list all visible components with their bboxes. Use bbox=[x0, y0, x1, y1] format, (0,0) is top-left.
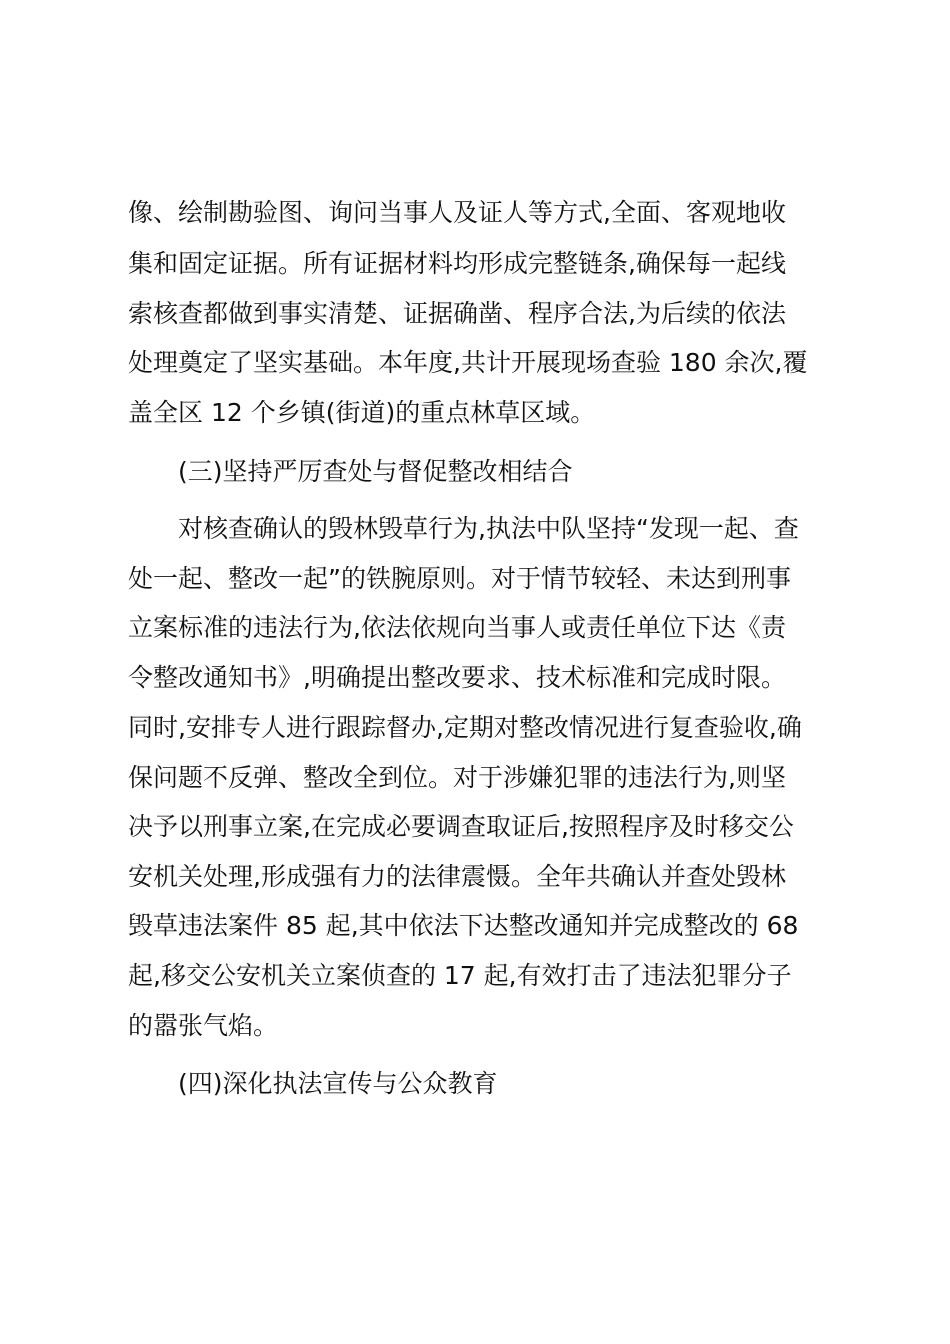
text-line: 起,移交公安机关立案侦查的 17 起,有效打击了违法犯罪分子 bbox=[128, 961, 792, 990]
text-line: 保问题不反弹、整改全到位。对于涉嫌犯罪的违法行为,则坚 bbox=[128, 763, 786, 792]
text-line: 集和固定证据。所有证据材料均形成完整链条,确保每一起线 bbox=[128, 249, 786, 278]
text-line: 安机关处理,形成强有力的法律震慑。全年共确认并查处毁林 bbox=[128, 862, 786, 891]
text-line: 决予以刑事立案,在完成必要调查取证后,按照程序及时移交公 bbox=[128, 812, 794, 841]
text-line: 毁草违法案件 85 起,其中依法下达整改通知并完成整改的 68 bbox=[128, 911, 799, 940]
text-line: 盖全区 12 个乡镇(街道)的重点林草区域。 bbox=[128, 398, 596, 427]
text-line: 对核查确认的毁林毁草行为,执法中队坚持“发现一起、查 bbox=[178, 514, 799, 543]
text-line: 处一起、整改一起”的铁腕原则。对于情节较轻、未达到刑事 bbox=[128, 564, 791, 593]
section-heading-3: (三)坚持严厉查处与督促整改相结合 bbox=[178, 457, 573, 486]
text-line: 处理奠定了坚实基础。本年度,共计开展现场查验 180 余次,覆 bbox=[128, 348, 808, 377]
text-line: 像、绘制勘验图、询问当事人及证人等方式,全面、客观地收 bbox=[128, 198, 786, 227]
text-line: 索核查都做到事实清楚、证据确凿、程序合法,为后续的依法 bbox=[128, 299, 786, 328]
text-line: 的嚣张气焰。 bbox=[128, 1011, 279, 1040]
text-line: 同时,安排专人进行跟踪督办,定期对整改情况进行复查验收,确 bbox=[128, 713, 802, 742]
text-line: 立案标准的违法行为,依法依规向当事人或责任单位下达《责 bbox=[128, 613, 786, 642]
text-line: 令整改通知书》,明确提出整改要求、技术标准和完成时限。 bbox=[128, 663, 786, 692]
section-heading-4: (四)深化执法宣传与公众教育 bbox=[178, 1069, 498, 1098]
